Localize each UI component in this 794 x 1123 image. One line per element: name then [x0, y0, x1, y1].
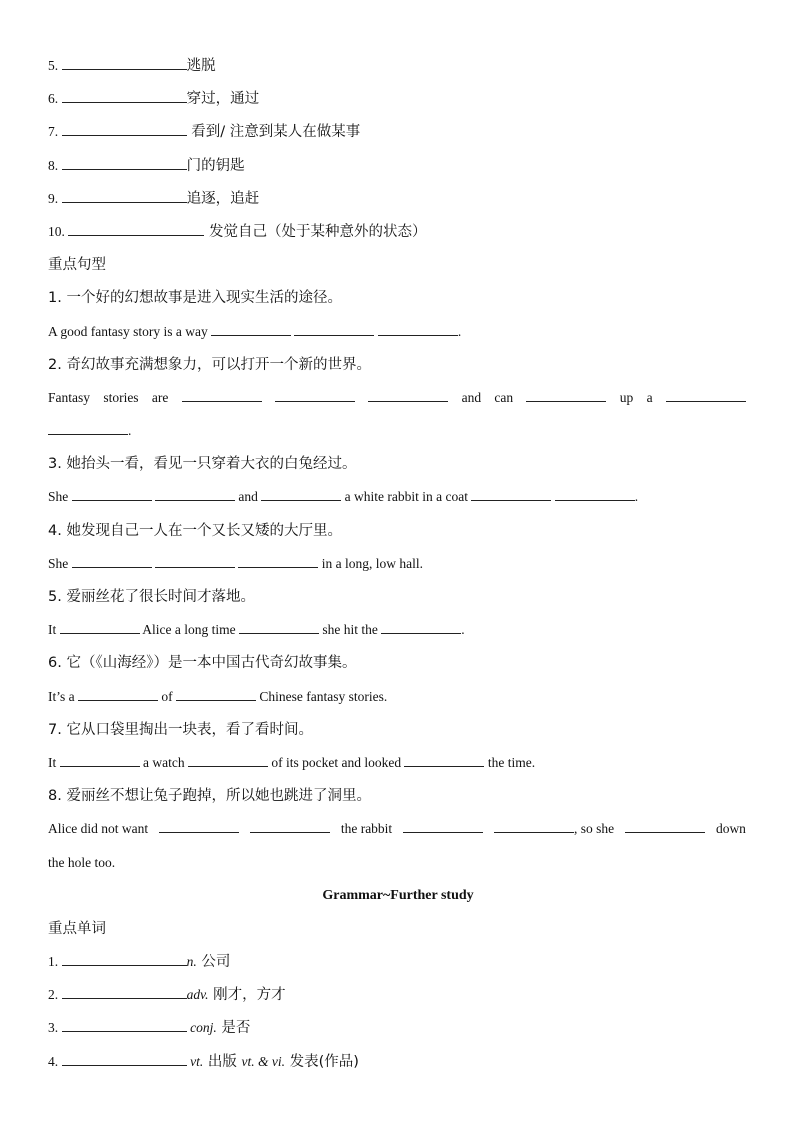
sentence-text: a white rabbit in a coat — [344, 489, 468, 505]
answer-blank[interactable] — [494, 817, 574, 833]
sentence-en — [48, 483, 748, 516]
sentence-text: up — [619, 389, 634, 405]
item-number: 6. — [48, 91, 59, 107]
sentence-text: a watch — [143, 754, 185, 770]
answer-blank[interactable] — [275, 386, 355, 402]
answer-blank[interactable] — [471, 485, 551, 501]
answer-blank[interactable] — [211, 320, 291, 336]
sentence-text: are — [151, 389, 169, 405]
item-meaning: 刚才，方才 — [208, 987, 286, 1004]
answer-blank[interactable] — [176, 685, 256, 701]
answer-blank[interactable] — [368, 386, 448, 402]
answer-blank[interactable] — [62, 54, 187, 70]
part-of-speech: vt. — [190, 1053, 204, 1069]
answer-blank[interactable] — [294, 320, 374, 336]
sentence-text: She — [48, 555, 69, 571]
item-meaning: 门的钥匙 — [186, 157, 245, 174]
sentence-cn: 6. 它（《山海经》）是一本中国古代奇幻故事集。 — [48, 655, 357, 672]
sentence-text: . — [461, 622, 465, 638]
answer-blank[interactable] — [381, 618, 461, 634]
item-number: 10. — [48, 223, 65, 239]
item-number: 7. — [48, 124, 59, 140]
sentence-text: a — [646, 389, 653, 405]
answer-blank[interactable] — [238, 552, 318, 568]
sentence-cn: 2. 奇幻故事充满想象力，可以打开一个新的世界。 — [48, 356, 371, 373]
phrase-item — [48, 218, 748, 251]
answer-blank[interactable] — [62, 1050, 187, 1066]
sentence-en — [48, 749, 748, 782]
sentence-text: She — [48, 489, 69, 505]
answer-blank[interactable] — [378, 320, 458, 336]
sentence-text: of — [161, 688, 173, 704]
item-meaning: 逃脱 — [186, 58, 216, 74]
sentence-text: Alice did not want — [48, 821, 149, 837]
answer-blank[interactable] — [239, 618, 319, 634]
answer-blank[interactable] — [261, 485, 341, 501]
part-of-speech: vt. & vi. — [241, 1053, 285, 1069]
sentence-en — [48, 815, 746, 848]
part-of-speech: adv. — [186, 987, 209, 1003]
sentence-text: . — [457, 323, 462, 339]
phrase-item — [48, 52, 748, 85]
sentence-text: stories — [103, 389, 139, 405]
answer-blank[interactable] — [60, 618, 140, 634]
answer-blank[interactable] — [625, 817, 705, 833]
sentence-text: . — [634, 489, 639, 505]
sentence-text: Alice a long time — [142, 622, 236, 638]
sentence-text: It — [48, 622, 57, 638]
answer-blank[interactable] — [72, 485, 152, 501]
sentence-text: Fantasy — [48, 389, 90, 405]
answer-blank[interactable] — [404, 751, 484, 767]
answer-blank[interactable] — [403, 817, 483, 833]
item-meaning: 发表(作品) — [284, 1053, 359, 1070]
sentence-en — [48, 550, 748, 583]
word-item — [48, 1014, 748, 1047]
answer-blank[interactable] — [68, 220, 204, 236]
part-of-speech: n. — [186, 954, 197, 970]
section-heading: 重点句型 — [48, 257, 106, 274]
sentence-text: the rabbit — [340, 821, 393, 837]
answer-blank[interactable] — [48, 419, 128, 435]
sentence-en — [48, 683, 748, 716]
sentence-cn: 4. 她发现自己一人在一个又长又矮的大厅里。 — [48, 522, 342, 539]
item-meaning: 看到/ 注意到某人在做某事 — [186, 124, 361, 141]
section-heading: 重点单词 — [48, 920, 106, 937]
answer-blank[interactable] — [60, 751, 140, 767]
answer-blank[interactable] — [155, 485, 235, 501]
sentence-en — [48, 384, 746, 417]
item-number: 4. — [48, 1053, 59, 1069]
sentence-text: of its pocket and looked — [271, 754, 402, 770]
sentence-text: . — [128, 423, 132, 439]
sentence-text: It’s a — [48, 688, 75, 704]
answer-blank[interactable] — [72, 552, 152, 568]
answer-blank[interactable] — [555, 485, 635, 501]
answer-blank[interactable] — [666, 386, 746, 402]
answer-blank[interactable] — [182, 386, 262, 402]
sentence-en-continued — [48, 417, 748, 450]
sentence-text: she hit the — [322, 622, 378, 638]
item-meaning: 公司 — [196, 954, 231, 971]
sentence-text: , so she — [574, 821, 615, 837]
sentence-text: can — [494, 389, 514, 405]
item-number: 3. — [48, 1020, 59, 1036]
sentence-en — [48, 318, 748, 351]
word-item — [48, 981, 748, 1014]
part-of-speech: conj. — [190, 1020, 217, 1036]
sentence-text: in a long, low hall. — [321, 555, 423, 571]
sentence-text: the time. — [487, 754, 536, 770]
word-item — [48, 948, 748, 981]
phrase-item — [48, 118, 748, 151]
sentence-text: down — [715, 821, 746, 837]
item-meaning: 出版 — [203, 1053, 242, 1070]
answer-blank[interactable] — [62, 1016, 187, 1032]
answer-blank[interactable] — [188, 751, 268, 767]
worksheet-page — [48, 52, 748, 1081]
phrase-item — [48, 152, 748, 185]
answer-blank[interactable] — [62, 120, 187, 136]
sentence-cn: 3. 她抬头一看，看见一只穿着大衣的白兔经过。 — [48, 456, 357, 473]
sentence-cn: 8. 爱丽丝不想让兔子跑掉，所以她也跳进了洞里。 — [48, 788, 371, 805]
sentence-text: It — [48, 754, 57, 770]
sentence-text: Chinese fantasy stories. — [259, 688, 388, 704]
item-number: 2. — [48, 987, 59, 1003]
sentence-en — [48, 616, 748, 649]
answer-blank[interactable] — [159, 817, 239, 833]
item-number: 9. — [48, 190, 59, 206]
answer-blank[interactable] — [62, 154, 187, 170]
answer-blank[interactable] — [62, 950, 187, 966]
section-title: Grammar~Further study — [322, 887, 474, 903]
item-number: 8. — [48, 157, 59, 173]
sentence-cn: 1. 一个好的幻想故事是进入现实生活的途径。 — [48, 290, 342, 307]
answer-blank[interactable] — [250, 817, 330, 833]
phrase-item — [48, 85, 748, 118]
answer-blank[interactable] — [62, 87, 187, 103]
item-meaning: 穿过，通过 — [186, 91, 260, 108]
phrase-item — [48, 185, 748, 218]
sentence-text: and — [238, 489, 258, 505]
sentence-text: A good fantasy story is a way — [48, 323, 208, 339]
item-number: 5. — [48, 58, 59, 73]
answer-blank[interactable] — [78, 685, 158, 701]
sentence-cn: 5. 爱丽丝花了很长时间才落地。 — [48, 589, 255, 605]
sentence-text: and — [461, 389, 482, 405]
item-meaning: 发觉自己（处于某种意外的状态） — [204, 223, 427, 240]
answer-blank[interactable] — [526, 386, 606, 402]
answer-blank[interactable] — [62, 187, 187, 203]
item-number: 1. — [48, 954, 59, 970]
sentence-en-continued: the hole too. — [48, 854, 116, 870]
sentence-cn: 7. 它从口袋里掏出一块表，看了看时间。 — [48, 721, 313, 738]
item-meaning: 追逐，追赶 — [186, 190, 260, 207]
word-item — [48, 1048, 748, 1081]
item-meaning: 是否 — [216, 1020, 251, 1037]
answer-blank[interactable] — [155, 552, 235, 568]
answer-blank[interactable] — [62, 983, 187, 999]
